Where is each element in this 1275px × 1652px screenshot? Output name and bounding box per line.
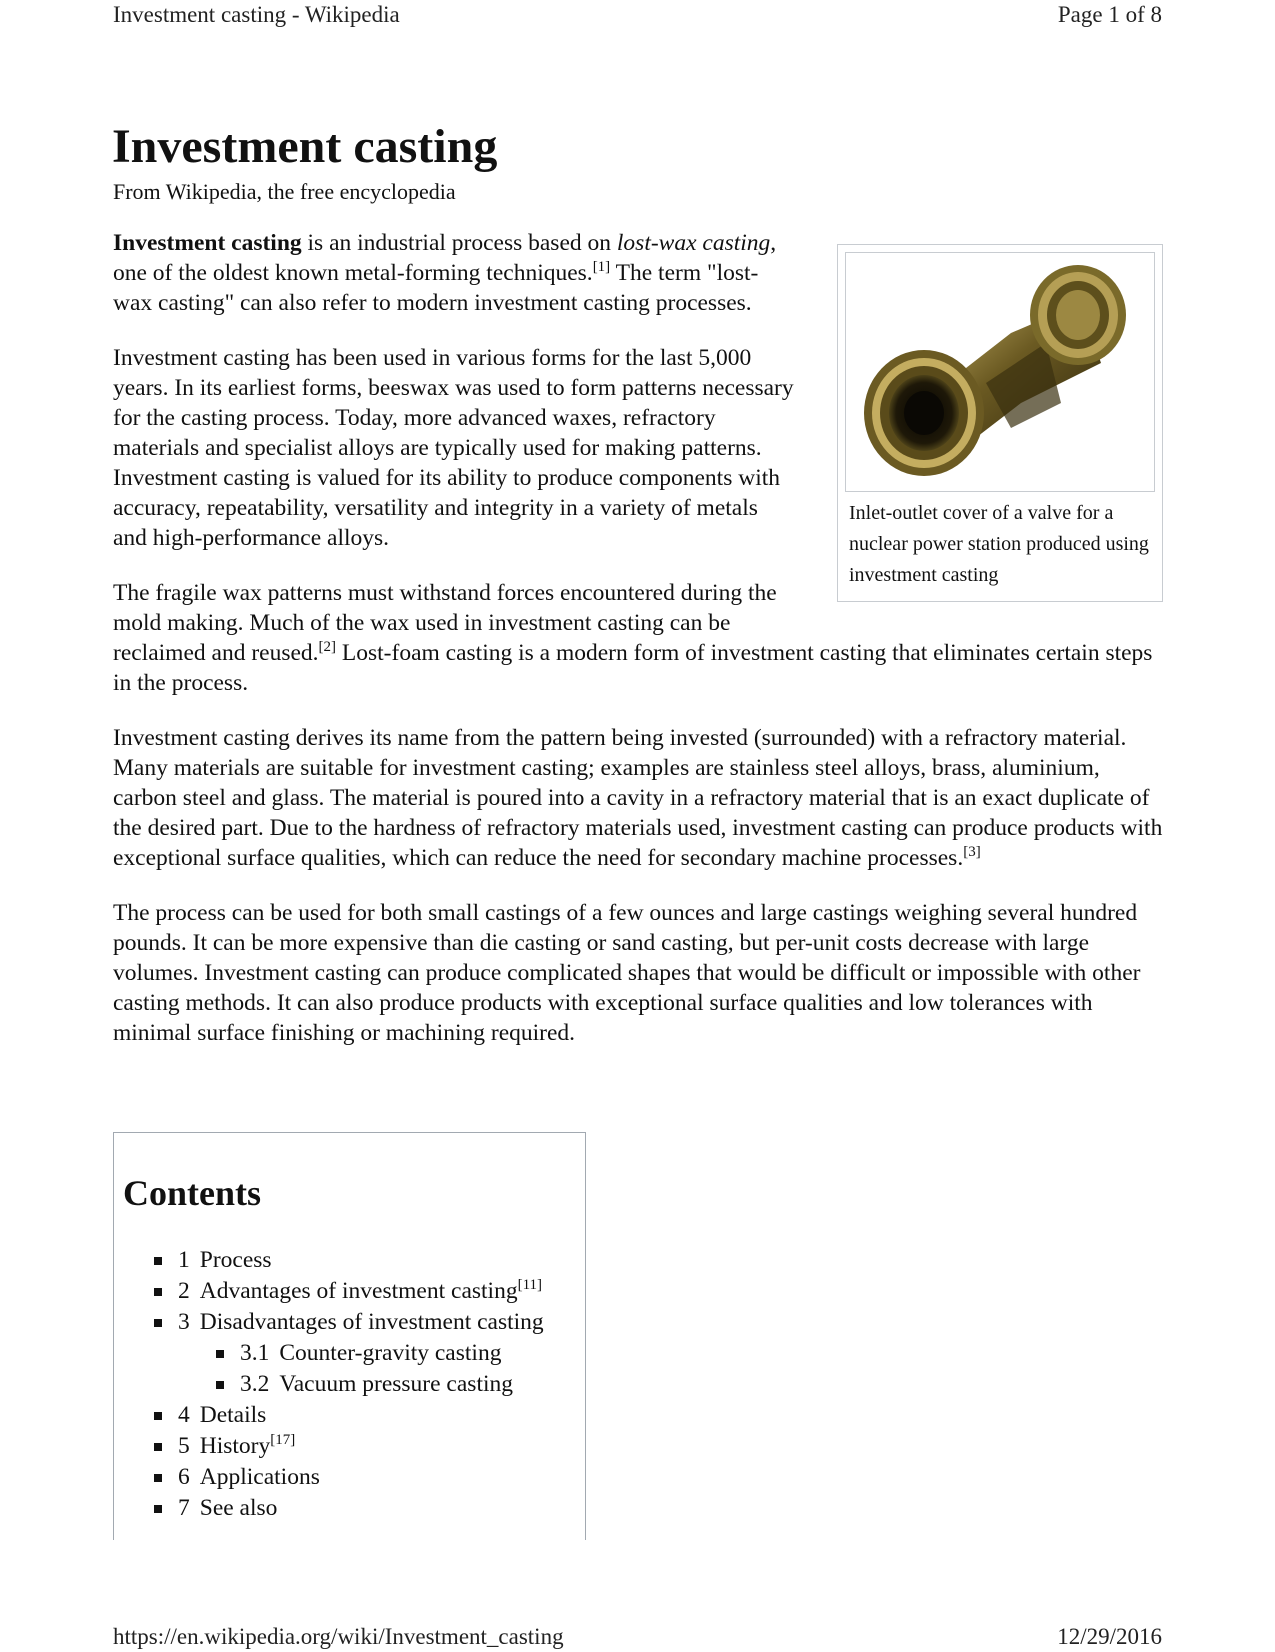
intro-text-3: The term "lost-wax casting" can also refer to modern investment casting processes. <box>113 260 759 316</box>
valve-image[interactable] <box>845 252 1155 492</box>
toc-label: Disadvantages of investment casting <box>199 1309 544 1335</box>
intro-text-2: , one of the oldest known metal-forming techniques. <box>113 230 777 286</box>
citation-3[interactable]: [3] <box>963 844 981 861</box>
table-of-contents <box>113 1132 586 1540</box>
toc-number: 6 <box>178 1464 190 1490</box>
toc-item-process[interactable] <box>154 1245 584 1276</box>
toc-citation: [11] <box>517 1277 543 1294</box>
bullet-icon <box>154 1319 162 1327</box>
bullet-icon <box>216 1350 224 1358</box>
toc-item-disadvantages[interactable] <box>154 1307 584 1338</box>
toc-number: 5 <box>178 1433 190 1459</box>
bullet-icon <box>154 1474 162 1482</box>
toc-number: 7 <box>178 1495 190 1521</box>
bullet-icon <box>154 1288 162 1296</box>
toc-label: Vacuum pressure casting <box>279 1371 513 1397</box>
toc-item-see-also[interactable] <box>154 1493 584 1524</box>
toc-citation: [17] <box>270 1432 296 1449</box>
toc-number: 3 <box>178 1309 190 1335</box>
thumbnail-figure <box>837 244 1163 602</box>
toc-item-details[interactable] <box>154 1400 584 1431</box>
footer-url: https://en.wikipedia.org/wiki/Investment_casting <box>113 1624 564 1649</box>
toc-list <box>154 1245 584 1524</box>
bullet-icon <box>154 1412 162 1420</box>
toc-number: 4 <box>178 1402 190 1428</box>
toc-title: Contents <box>123 1173 262 1213</box>
paragraph-history: Investment casting has been used in various forms for the last 5,000 years. In its earliest forms, beeswax was used to form patterns necessary for the casting process. Today, more advanced waxes, refractory materials and specialist alloys are typically used for making patterns. Investment casting is valued for its ability to produce components with accuracy, repeatability, versatility and integrity in a variety of metals and high-performance alloys. <box>113 345 794 551</box>
bullet-icon <box>154 1257 162 1265</box>
toc-label: Advantages of investment casting <box>199 1278 518 1304</box>
toc-label: Applications <box>199 1464 320 1490</box>
tagline: From Wikipedia, the free encyclopedia <box>113 179 456 204</box>
toc-number: 2 <box>178 1278 190 1304</box>
intro-bold-term: Investment casting <box>113 230 302 256</box>
toc-label: History <box>199 1433 271 1459</box>
toc-number: 3.1 <box>240 1340 270 1366</box>
toc-label: Process <box>199 1247 272 1273</box>
page-title: Investment casting <box>112 120 498 173</box>
lost-wax-link[interactable]: lost-wax casting <box>616 230 771 256</box>
origin-text: Investment casting derives its name from the pattern being invested (surrounded) with a refractory material. Many materials are suitable for investment casting; examples are stainless steel alloys, brass, aluminium, carbon steel and glass. The material is poured into a cavity in a refractory material that is an exact duplicate of the desired part. Due to the hardness of refractory materials used, investment casting can produce products with exceptional surface qualities, which can reduce the need for secondary machine processes. <box>113 725 1163 871</box>
toc-item-advantages[interactable] <box>154 1276 584 1307</box>
figure-caption: Inlet-outlet cover of a valve for a nuclear power station produced using investment casting <box>849 502 1149 586</box>
article-body <box>113 228 1163 1073</box>
citation-2[interactable]: [2] <box>318 639 337 656</box>
toc-number: 3.2 <box>240 1371 270 1397</box>
toc-item-applications[interactable] <box>154 1462 584 1493</box>
toc-label: Counter-gravity casting <box>279 1340 502 1366</box>
wax-text-1: The fragile wax patterns must withstand forces encountered during the mold making. Much of the wax used in investment casting can be reclaimed and reused. <box>113 580 777 666</box>
valve-illustration <box>846 253 1154 491</box>
header-page-number: Page 1 of 8 <box>1057 2 1162 27</box>
toc-item-history[interactable] <box>154 1431 584 1462</box>
bullet-icon <box>154 1443 162 1451</box>
bullet-icon <box>216 1381 224 1389</box>
toc-number: 1 <box>178 1247 190 1273</box>
toc-label: Details <box>199 1402 267 1428</box>
toc-label: See also <box>199 1495 278 1521</box>
citation-1[interactable]: [1] <box>592 259 611 276</box>
paragraph-process-scope: The process can be used for both small castings of a few ounces and large castings weighing several hundred pounds. It can be more expensive than die casting or sand casting, but per-unit costs decrease with large volumes. Investment casting can produce complicated shapes that would be difficult or impossible with other casting methods. It can also produce products with exceptional surface qualities and low tolerances with minimal surface finishing or machining required. <box>113 900 1141 1046</box>
intro-text-1: is an industrial process based on <box>301 230 617 256</box>
toc-item-counter-gravity[interactable] <box>216 1338 584 1369</box>
bullet-icon <box>154 1505 162 1513</box>
footer-date: 12/29/2016 <box>1057 1624 1162 1649</box>
header-title: Investment casting - Wikipedia <box>113 2 400 27</box>
toc-item-vacuum-pressure[interactable] <box>216 1369 584 1400</box>
wax-text-2: Lost-foam casting is a modern form of investment casting that eliminates certain steps in the process. <box>113 640 1153 696</box>
paragraph-name-origin <box>113 723 1163 873</box>
